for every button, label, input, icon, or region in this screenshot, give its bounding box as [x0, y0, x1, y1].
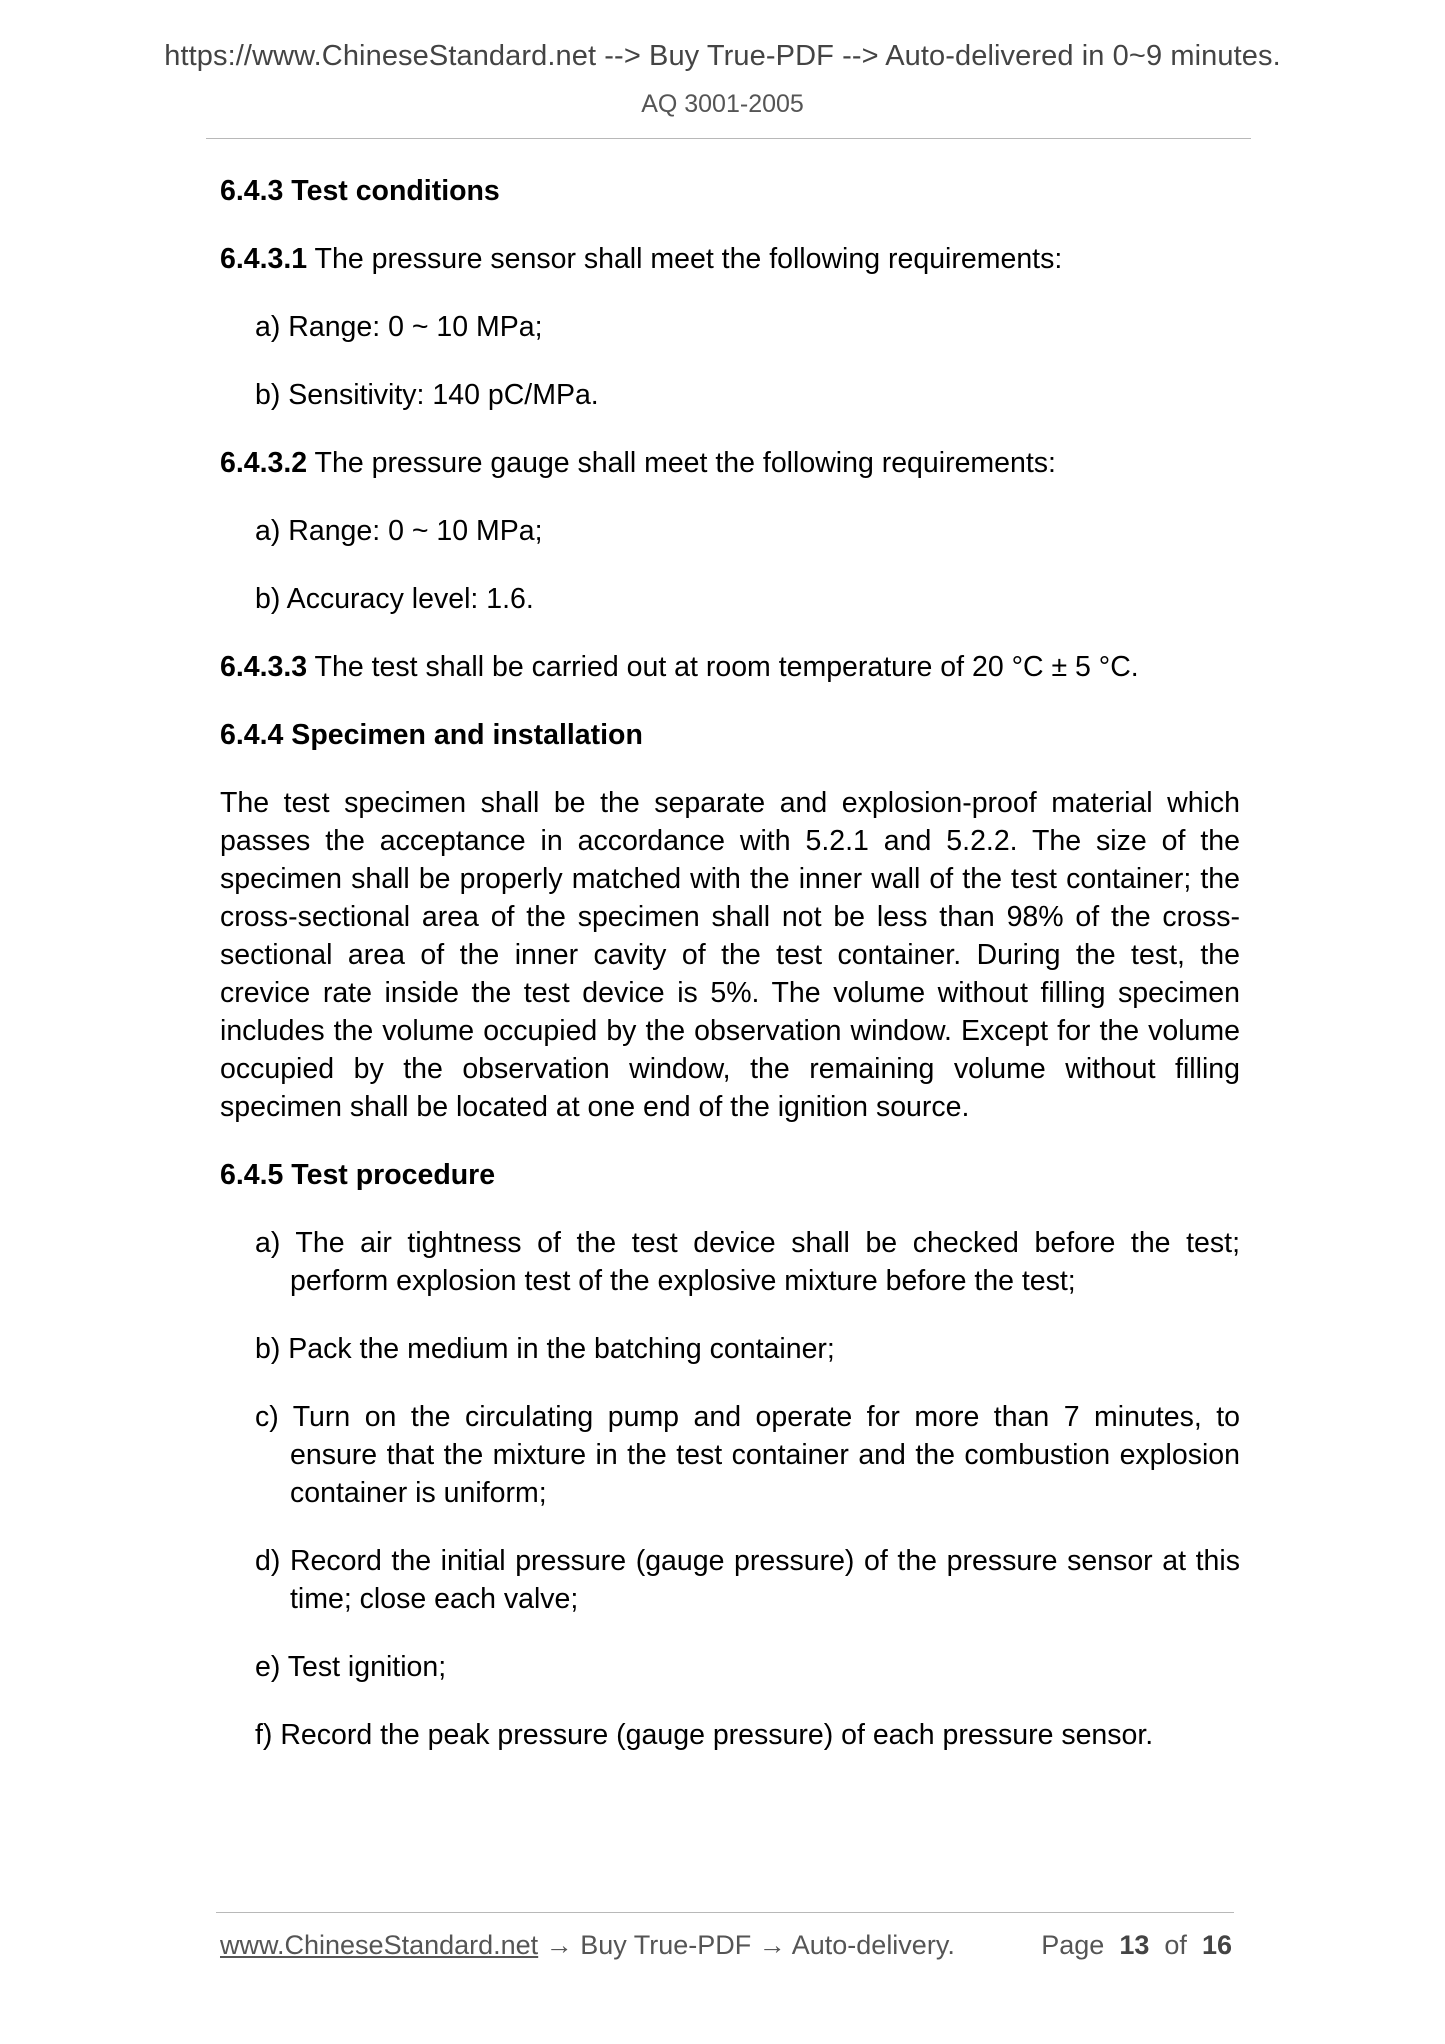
footer-link[interactable]: www.ChineseStandard.net [220, 1930, 539, 1960]
total-pages: 16 [1201, 1930, 1232, 1960]
footer-tagline: → Buy True-PDF → Auto-delivery. [538, 1930, 955, 1960]
page-footer [220, 1930, 1232, 1961]
document-body [220, 172, 1240, 1784]
procedure-step: e) Test ignition; [255, 1651, 447, 1683]
list-item: b) Sensitivity: 140 pC/MPa. [255, 379, 599, 411]
page-indicator: Page 13 of 16 [1041, 1930, 1232, 1960]
list-item: a) Range: 0 ~ 10 MPa; [255, 515, 543, 547]
footer-divider [216, 1912, 1234, 1913]
procedure-step: c) Turn on the circulating pump and operate for more than 7 minutes, to ensure that the mixture in the test container and the combustion explosion container is uniform; [255, 1401, 1240, 1509]
procedure-step: b) Pack the medium in the batching container; [255, 1333, 835, 1365]
procedure-step: a) The air tightness of the test device shall be checked before the test; perform explosion test of the explosive mixture before the test; [255, 1227, 1240, 1297]
procedure-step: d) Record the initial pressure (gauge pressure) of the pressure sensor at this time; close each valve; [255, 1545, 1240, 1615]
clause-text: The pressure gauge shall meet the following requirements: [307, 447, 1056, 479]
clause-text: The pressure sensor shall meet the following requirements: [307, 243, 1063, 275]
list-item: b) Accuracy level: 1.6. [255, 583, 534, 615]
page-number: 13 [1119, 1930, 1150, 1960]
clause-text: The test shall be carried out at room temperature of 20 °C ± 5 °C. [307, 651, 1139, 683]
standard-number: AQ 3001-2005 [641, 90, 804, 118]
section-heading-6-4-5: 6.4.5 Test procedure [220, 1159, 496, 1191]
section-heading-6-4-3: 6.4.3 Test conditions [220, 175, 500, 207]
list-item: a) Range: 0 ~ 10 MPa; [255, 311, 543, 343]
header-banner: https://www.ChineseStandard.net --> Buy True-PDF --> Auto-delivered in 0~9 minutes. [164, 40, 1281, 72]
specimen-paragraph: The test specimen shall be the separate and explosion-proof material which passes the acceptance in accordance with 5.2.1 and 5.2.2. The size of the specimen shall be properly matched with the inner wall of the test container; the cross-sectional area of the specimen shall not be less than 98% of the cross-sectional area of the inner cavity of the test container. During the test, the crevice rate inside the test device is 5%. The volume without filling specimen includes the volume occupied by the observation window. Except for the volume occupied by the observation window, the remaining volume without filling specimen shall be located at one end of the ignition source. [220, 787, 1240, 1123]
clause-number: 6.4.3.3 [220, 651, 308, 683]
procedure-step: f) Record the peak pressure (gauge pressure) of each pressure sensor. [255, 1719, 1154, 1751]
section-heading-6-4-4: 6.4.4 Specimen and installation [220, 719, 643, 751]
clause-number: 6.4.3.1 [220, 243, 308, 275]
clause-number: 6.4.3.2 [220, 447, 308, 479]
clause-6-4-3-3 [220, 648, 1240, 686]
clause-6-4-3-2 [220, 444, 1240, 482]
clause-6-4-3-1 [220, 240, 1240, 278]
header-divider [206, 138, 1251, 139]
